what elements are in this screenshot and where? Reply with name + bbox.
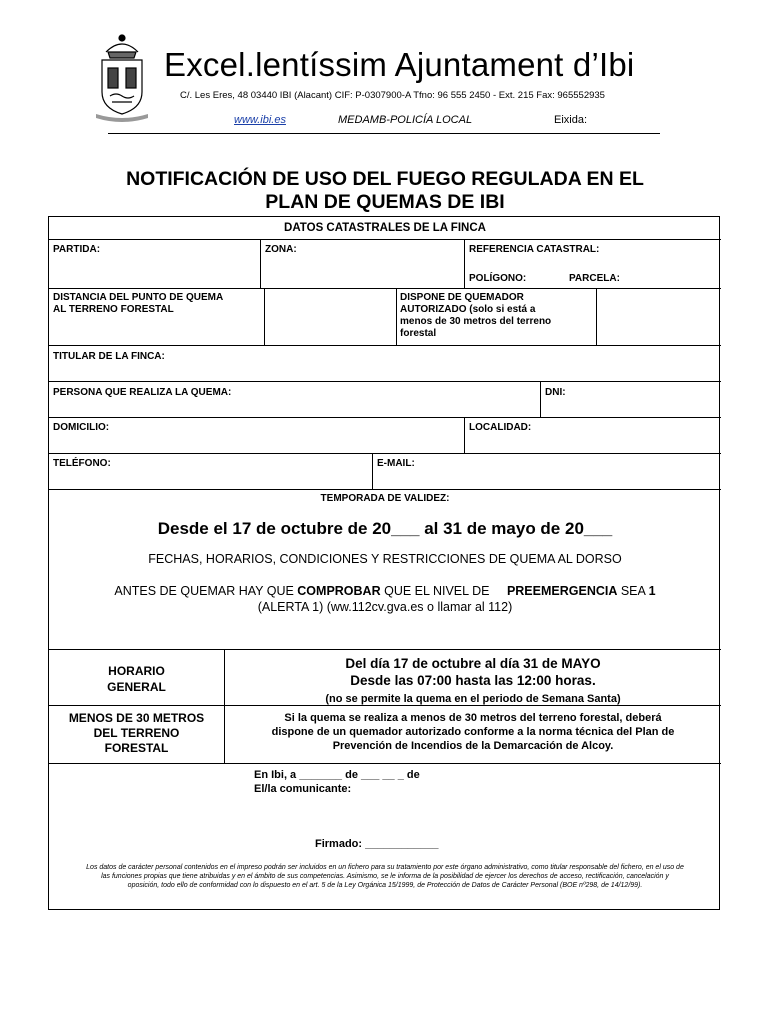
row-divider [49,649,721,650]
antes-text: QUE EL NIVEL DE [380,584,493,598]
horario-line-2: GENERAL [107,680,166,694]
quemador-line-2: AUTORIZADO (solo si está a [400,304,536,315]
menos-text-3: Prevención de Incendios de la Demarcación de Alcoy. [332,740,614,752]
row-divider [49,239,721,240]
poligono-label: POLÍGONO: [469,273,527,284]
antes-text: SEA [617,584,649,598]
antes-note [49,584,721,599]
quemador-line-3: menos de 30 metros del terreno [400,316,552,327]
row-divider [49,489,721,490]
exit-label: Eixida: [554,114,588,126]
col-divider [264,288,265,345]
section-title: DATOS CATASTRALES DE LA FINCA [284,222,486,234]
localidad-label: LOCALIDAD: [469,422,532,433]
privacy-line-2: las funciones propias que tiene atribuidas y en el ámbito de sus competencias. Asimismo, se le informa de la posibilidad de ejercer los derechos de acceso, rectificación, cancelación y [101,873,669,880]
privacy-line-3: oposición, todo ello de conformidad con lo dispuesto en el art. 5 de la Ley Orgánica 15/1999, de Protección de Datos de Carácter Personal (BOE nº298, de 14/12/99). [127,882,643,889]
email-label: E-MAIL: [377,458,415,469]
col-divider [372,453,373,489]
antes-level: 1 [648,584,656,598]
menos-line-2: DEL TERRENO [93,726,180,740]
menos-30-text [225,711,721,753]
horario-general-label [49,663,224,695]
title-line-1: NOTIFICACIÓN DE USO DEL FUEGO REGULADA EN EL [126,168,644,190]
dni-label: DNI: [545,387,566,398]
row-divider [49,453,721,454]
horario-line-1: HORARIO [108,664,165,678]
referencia-catastral-label: REFERENCIA CATASTRAL: [469,244,600,255]
distancia-line-1: DISTANCIA DEL PUNTO DE QUEMA [53,292,224,303]
titular-label: TITULAR DE LA FINCA: [53,351,165,362]
fechas-note: FECHAS, HORARIOS, CONDICIONES Y RESTRICCIONES DE QUEMA AL DORSO [148,552,622,566]
title-line-2: PLAN DE QUEMAS DE IBI [265,191,505,213]
notification-form [48,216,720,910]
col-divider [464,239,465,288]
col-divider [596,288,597,345]
distancia-line-2: AL TERRENO FORESTAL [53,304,174,315]
privacy-notice [49,863,721,890]
zona-label: ZONA: [265,244,297,255]
distancia-label [53,292,223,316]
quemador-line-4: forestal [400,328,437,339]
domicilio-label: DOMICILIO: [53,422,110,433]
menos-30-label [49,711,224,756]
row-divider [49,417,721,418]
menos-text-1: Si la quema se realiza a menos de 30 metros del terreno forestal, deberá [284,712,662,724]
row-divider [49,345,721,346]
horario-text-3: (no se permite la quema en el periodo de Semana Santa) [325,693,621,705]
department-name: MEDAMB-POLICÍA LOCAL [338,114,473,126]
antes-preemergencia: PREEMERGENCIA [506,584,618,598]
quemador-line-1: DISPONE DE QUEMADOR [400,292,524,303]
col-divider [464,417,465,453]
signature-line: Firmado: ____________ [315,838,439,850]
website-link[interactable]: www.ibi.es [234,114,286,126]
horario-text-2: Desde las 07:00 hasta las 12:00 horas. [350,673,596,688]
antes-text: ANTES DE QUEMAR HAY QUE [114,584,298,598]
col-divider [396,288,397,345]
document-title [60,168,710,214]
horario-general-text [225,655,721,708]
row-divider [49,381,721,382]
organization-address: C/. Les Eres, 48 03440 IBI (Alacant) CIF: P-0307900-A Tfno: 96 555 2450 - Ext. 215 Fax: 965552935 [180,90,605,101]
row-divider [49,288,721,289]
menos-text-2: dispone de un quemador autorizado conforme a la norma técnica del Plan de [271,726,675,738]
comunicante-label: El/la comunicante: [254,783,352,795]
alerta-note: (ALERTA 1) (ww.112cv.gva.es o llamar al 112) [257,600,513,614]
row-divider [49,763,721,764]
menos-line-3: FORESTAL [104,741,169,755]
horario-text-1: Del día 17 de octubre al día 31 de MAYO [345,656,601,671]
antes-comprobar: COMPROBAR [297,584,381,598]
validity-period: Desde el 17 de octubre de 20___ al 31 de mayo de 20___ [157,519,613,538]
partida-label: PARTIDA: [53,244,101,255]
col-divider [260,239,261,288]
persona-label: PERSONA QUE REALIZA LA QUEMA: [53,387,232,398]
quemador-label [400,292,551,340]
temporada-label: TEMPORADA DE VALIDEZ: [320,493,450,504]
telefono-label: TELÉFONO: [53,458,111,469]
place-date-line: En Ibi, a _______ de ___ __ _ de [254,769,420,781]
parcela-label: PARCELA: [569,273,620,284]
menos-line-1: MENOS DE 30 METROS [68,711,205,725]
coat-of-arms-icon [92,30,152,122]
organization-name: Excel.lentíssim Ajuntament d’Ibi [164,46,635,83]
header-divider [108,133,660,134]
privacy-line-1: Los datos de carácter personal contenidos en el impreso podrán ser incluidos en un fichero para su tratamiento por este órgano administrativo, como titular responsable del fichero, en el uso de [86,864,684,871]
col-divider [540,381,541,417]
